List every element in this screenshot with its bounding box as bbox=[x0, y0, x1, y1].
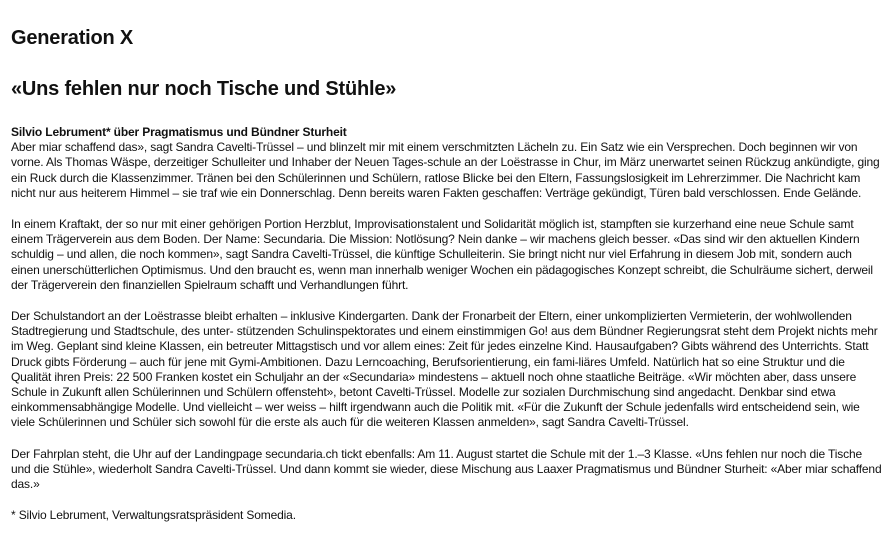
article-paragraph-3: Der Schulstandort an der Loëstrasse bleibt erhalten – inklusive Kindergarten. Dank der Fronarbeit der Eltern, einer unkomplizierten Vermieterin, der wohlwollenden Stadtregierung und Stadtschule, des unter- stützenden Schulinspektorates und einem einstimmigen Go! aus dem Bündner Regierungsrat steht dem Projekt nichts mehr im Weg. Geplant sind kleine Klassen, ein betreuter Mittagstisch und vor allem eines: Zeit für jedes einzelne Kind. Hausaufgaben? Gibts während des Unterrichts. Statt Druck gibts Förderung – auch für jene mit Gymi-Ambitionen. Dazu Lerncoaching, Berufsorientierung, ein fami-liäres Umfeld. Natürlich hat so eine Struktur und die Qualität ihren Preis: 22 500 Franken kostet ein Schuljahr an der «Secundaria» mindestens – aktuell noch ohne staatliche Beiträge. «Wir möchten aber, dass unsere Schule in Zukunft allen Schülerinnen und Schülern offensteht», betont Cavelti-Trüssel. Modelle zur sozialen Durchmischung sind angedacht. Denkbar sind etwa einkommensabhängige Modelle. Und vielleicht – wer weiss – hilft irgendwann auch die Politik mit. «Für die Zukunft der Schule jedenfalls wird entscheidend sein, wie viele Schülerinnen und Schüler sich sowohl für die erste als auch für die weiteren Klassen anmelden», sagt Sandra Cavelti-Trüssel. bbox=[11, 309, 878, 430]
article-body bbox=[11, 125, 883, 539]
paragraph-text: Aber miar schaffend das», sagt Sandra Cavelti-Trüssel – und blinzelt mir mit einem verschmitzten Lächeln zu. Ein Satz wie ein Versprechen. Doch beginnen wir von vorne. Als Thomas Wäspe, derzeitiger Schulleiter und Inhaber der Neuen Tages-schule an der Loëstrasse in Chur, im März unerwartet seinen Rückzug ankündigte, ging ein Ruck durch die Klassenzimmer. Tränen bei den Schülerinnen und Schülern, ratlose Blicke bei den Eltern, Fassungslosigkeit im Lehrerzimmer. Die Nachricht kam nicht nur aus heiterem Himmel – sie traf wie ein Donnerschlag. Denn bereits waren Fakten geschaffen: Verträge gekündigt, Türen bald verschlossen. Ende Gelände. bbox=[11, 140, 880, 200]
article-paragraph-4: Der Fahrplan steht, die Uhr auf der Landingpage secundaria.ch tickt ebenfalls: Am 11. August startet die Schule mit der 1.–3 Klasse. «Uns fehlen nur noch die Tische und die Stühle», wiederholt Sandra Cavelti-Trüssel. Und dann kommt sie wieder, diese Mischung aus Laaxer Pragmatismus und Bündner Sturheit: «Aber miar schaffend das.» bbox=[11, 446, 882, 492]
article-paragraph-1 bbox=[11, 125, 883, 201]
article-paragraph-2: In einem Kraftakt, der so nur mit einer gehörigen Portion Herzblut, Improvisationstalent und Solidarität möglich ist, stampften sie kurzerhand eine neue Schule samt einem Trägerverein aus dem Boden. Der Name: Secundaria. Die Mission: Notlösung? Nein danke – wir machens gleich besser. «Das sind wir den aktuellen Kindern schuldig – und allen, die noch kommen», sagt Sandra Cavelti-Trüssel, die künftige Schulleiterin. Sie bringt nicht nur viel Erfahrung in diesem Job mit, sondern auch einen unerschütterlichen Optimismus. Und den braucht es, wenn man innerhalb weniger Wochen ein pädagogisches Konzept schreibt, die Schulräume sichert, derweil der Trägerverein den finanziellen Spielraum schafft und Verhandlungen führt. bbox=[11, 217, 873, 292]
section-title: Generation X bbox=[11, 27, 134, 49]
author-footnote: * Silvio Lebrument, Verwaltungsratspräsident Somedia. bbox=[11, 508, 296, 523]
article-headline: «Uns fehlen nur noch Tische und Stühle» bbox=[11, 78, 397, 100]
author-line: Silvio Lebrument* über Pragmatismus und Bündner Sturheit bbox=[11, 125, 347, 139]
